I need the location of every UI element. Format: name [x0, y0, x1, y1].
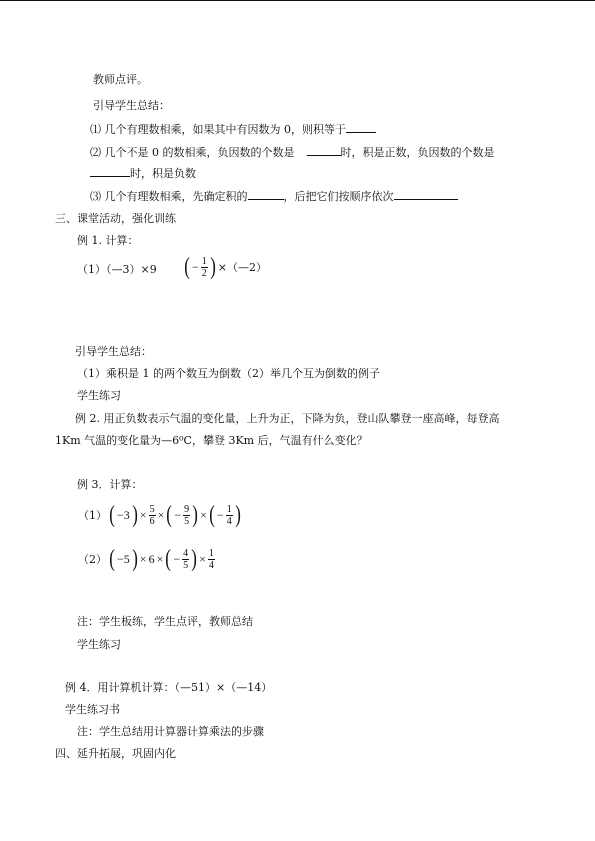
part-1-operand: −3 — [117, 507, 130, 522]
fraction-denominator: 6 — [149, 515, 155, 527]
note-2: 注：学生总结用计算器计算乘法的步骤 — [77, 725, 264, 738]
times-sign: × — [157, 507, 165, 522]
fraction — [201, 256, 208, 279]
section-4-heading: 四、延升拓展，巩固内化 — [55, 747, 176, 760]
right-paren: ) — [131, 502, 138, 528]
example-1-part-2-tail: ×（—2） — [217, 261, 267, 274]
right-paren: ) — [192, 502, 198, 528]
example-3-part-2 — [77, 547, 216, 571]
rule-2-blank-1 — [307, 155, 341, 156]
minus-sign: − — [216, 507, 224, 522]
times-sign: × — [199, 551, 206, 566]
example-3-title: 例 3．计算： — [77, 478, 143, 491]
fraction-denominator: 4 — [226, 515, 232, 527]
right-paren: ) — [234, 502, 241, 528]
part-2-operand: −5 — [117, 551, 130, 566]
fraction-numerator: 4 — [183, 547, 189, 559]
right-paren: ) — [209, 254, 216, 280]
times-sign: × — [200, 507, 207, 522]
rule-1-text: ⑴ 几个有理数相乘，如果其中有因数为 0，则积等于 — [90, 123, 346, 136]
times-sign: × — [139, 551, 147, 566]
student-workbook: 学生练习书 — [65, 703, 120, 716]
left-paren: ( — [209, 502, 215, 528]
example-3-part-1 — [77, 503, 242, 527]
fraction — [182, 548, 189, 571]
fraction — [149, 504, 156, 527]
rule-3-blank-1 — [248, 199, 284, 200]
rule-2-line-2-text: 时，积是负数 — [130, 167, 196, 180]
left-paren: ( — [109, 502, 115, 528]
example-1-summary: （1）乘积是 1 的两个数互为倒数（2）举几个互为倒数的例子 — [77, 367, 380, 380]
rule-1-blank — [346, 132, 376, 133]
rule-2-text: ⑵ 几个不是 0 的数相乘，负因数的个数是 — [90, 146, 295, 159]
rule-2-line-2 — [90, 167, 196, 181]
note-1: 注：学生板练，学生点评，教师总结 — [77, 615, 253, 628]
fraction-numerator: 1 — [226, 503, 232, 515]
fraction-numerator: 9 — [184, 503, 190, 515]
rule-2-line-1 — [90, 146, 495, 160]
times-sign: × — [139, 507, 147, 522]
fraction-denominator: 5 — [184, 515, 190, 527]
rule-3-text: ⑶ 几个有理数相乘，先确定积的 — [90, 190, 248, 203]
fraction — [183, 504, 190, 527]
fraction-numerator: 1 — [201, 255, 207, 267]
section-3-heading: 三、课堂活动，强化训练 — [55, 212, 176, 225]
teacher-comment: 教师点评。 — [93, 73, 148, 86]
minus-sign: − — [192, 259, 199, 274]
left-paren: ( — [109, 546, 115, 572]
right-paren: ) — [191, 546, 197, 572]
example-1-part-2 — [183, 255, 268, 279]
left-paren: ( — [166, 502, 173, 528]
rule-3-blank-2 — [394, 199, 458, 200]
part-2-label: （2） — [78, 553, 107, 566]
fraction-denominator: 5 — [183, 559, 189, 571]
example-1-part-1: （1）（—3）×9 — [77, 263, 157, 276]
fraction-numerator: 1 — [208, 547, 214, 559]
student-practice-1: 学生练习 — [77, 389, 121, 402]
right-paren: ) — [131, 546, 138, 572]
example-1-title: 例 1. 计算： — [77, 234, 139, 247]
part-1-label: （1） — [78, 509, 107, 522]
fraction-denominator: 2 — [201, 267, 207, 279]
fraction-numerator: 5 — [149, 503, 155, 515]
left-paren: ( — [165, 546, 172, 572]
guide-summary-heading-2: 引导学生总结： — [75, 345, 152, 358]
part-2-factor: 6 — [148, 551, 155, 566]
example-2-line-1: 例 2. 用正负数表示气温的变化量，上升为正，下降为负，登山队攀登一座高峰，每登高 — [75, 412, 500, 425]
rule-3-text-after: ，后把它们按顺序依次 — [283, 190, 394, 203]
minus-sign: − — [174, 507, 182, 522]
times-sign: × — [156, 551, 164, 566]
example-4: 例 4．用计算机计算：（—51）×（—14） — [65, 681, 273, 694]
guide-summary-heading: 引导学生总结： — [93, 99, 170, 112]
rule-1 — [90, 123, 376, 137]
rule-2-text-after: 时，积是正数，负因数的个数是 — [340, 146, 495, 159]
fraction-denominator: 4 — [208, 559, 214, 571]
left-paren: ( — [184, 254, 190, 280]
fraction — [208, 548, 215, 571]
fraction — [226, 504, 233, 527]
example-2-line-2: 1Km 气温的变化量为—6⁰C，攀登 3Km 后，气温有什么变化？ — [55, 434, 368, 447]
rule-2-blank-2 — [90, 176, 130, 177]
minus-sign: − — [173, 551, 181, 566]
page-top-border — [0, 0, 595, 1]
rule-3 — [90, 190, 458, 204]
student-practice-2: 学生练习 — [77, 638, 121, 651]
